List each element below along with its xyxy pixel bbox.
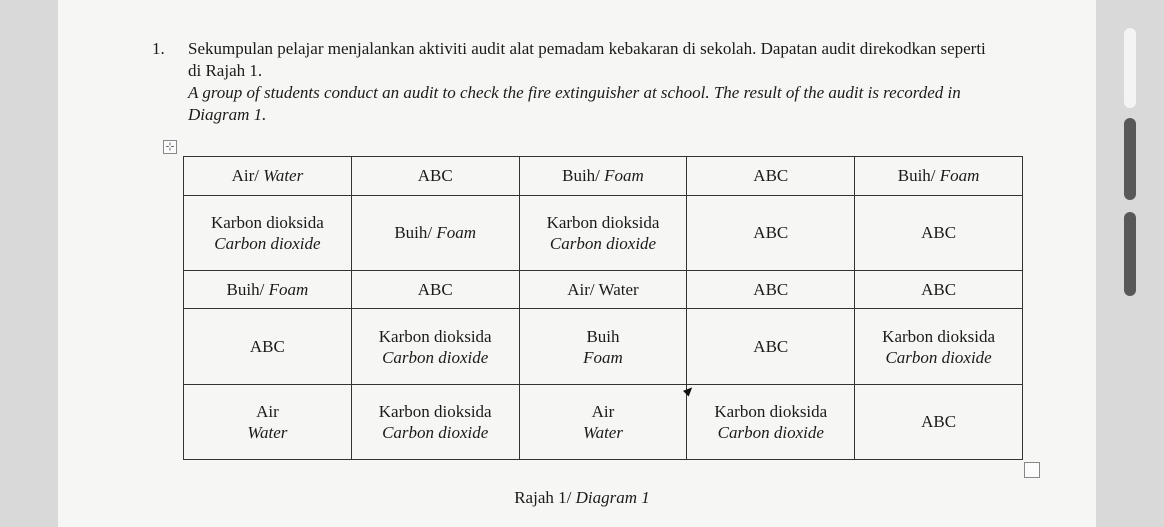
- cell-english-text: Carbon dioxide: [382, 347, 489, 367]
- table-cell: [519, 384, 687, 459]
- scrollbar-thumb-2[interactable]: [1124, 212, 1136, 296]
- table-cell: [687, 157, 855, 196]
- cell-malay-text: Karbon dioksida: [714, 401, 828, 421]
- table-cell: [184, 384, 352, 459]
- table-cell: [184, 309, 352, 384]
- table-cell: [351, 270, 519, 309]
- cell-malay-text: ABC: [921, 412, 957, 432]
- cell-malay-text: Buih/: [897, 166, 936, 186]
- cell-english-text: Carbon dioxide: [717, 422, 824, 442]
- audit-table: [183, 156, 1023, 460]
- cell-malay-text: ABC: [753, 280, 789, 300]
- cell-english-text: Carbon dioxide: [885, 347, 992, 367]
- table-cell: [351, 309, 519, 384]
- cell-malay-text: Air/ Water: [567, 280, 639, 300]
- cell-malay-text: ABC: [921, 223, 957, 243]
- scrollbar-track-top[interactable]: [1124, 28, 1136, 108]
- table-row: [184, 157, 1023, 196]
- cell-malay-text: Buih: [586, 326, 620, 346]
- cell-malay-text: Air: [591, 401, 615, 421]
- cell-english-text: Carbon dioxide: [382, 422, 489, 442]
- cell-malay-text: ABC: [249, 337, 285, 356]
- table-cell: [351, 157, 519, 196]
- table-row: [184, 270, 1023, 309]
- cell-malay-text: Karbon dioksida: [378, 401, 492, 421]
- caption-english: Diagram 1: [575, 488, 650, 507]
- cell-malay-text: Buih/: [226, 280, 265, 300]
- cell-english-text: Water: [582, 422, 623, 442]
- question-number: 1.: [152, 39, 165, 58]
- cell-english-text: Water: [247, 422, 288, 442]
- cell-english-text: Water: [263, 166, 304, 186]
- cell-malay-text: ABC: [417, 280, 453, 300]
- table-cell: [184, 270, 352, 309]
- table-row: [184, 309, 1023, 384]
- question-text: [188, 38, 998, 126]
- cell-english-text: Carbon dioxide: [549, 233, 657, 253]
- table-cell: [351, 195, 519, 270]
- table-cell: [855, 195, 1023, 270]
- table-cell: [687, 195, 855, 270]
- diagram-caption: [0, 488, 1164, 508]
- table-cell: [519, 195, 687, 270]
- cell-english-text: Foam: [939, 166, 980, 186]
- table-resize-handle-icon[interactable]: [1024, 462, 1040, 478]
- cell-malay-text: ABC: [753, 223, 789, 243]
- cell-malay-text: Karbon dioksida: [378, 326, 492, 346]
- table-cell: [855, 270, 1023, 309]
- table-move-handle-icon[interactable]: ⊹: [163, 140, 177, 154]
- cell-malay-text: Buih/: [394, 223, 433, 243]
- cell-malay-text: Air: [256, 401, 279, 421]
- table-cell: [351, 384, 519, 459]
- table-cell: [687, 309, 855, 384]
- cell-malay-text: Karbon dioksida: [882, 326, 996, 346]
- table-cell: [855, 157, 1023, 196]
- cell-malay-text: ABC: [753, 166, 789, 186]
- table-cell: [519, 270, 687, 309]
- cell-english-text: Foam: [436, 223, 477, 243]
- cell-english-text: Carbon dioxide: [214, 233, 321, 253]
- cell-english-text: Foam: [604, 166, 644, 186]
- table-cell: [855, 309, 1023, 384]
- cell-malay-text: Air/: [231, 166, 259, 186]
- cell-english-text: Foam: [268, 280, 309, 300]
- cell-malay-text: Karbon dioksida: [210, 212, 324, 232]
- table-row: [184, 384, 1023, 459]
- scrollbar-thumb-1[interactable]: [1124, 118, 1136, 200]
- table-cell: [687, 270, 855, 309]
- table-cell: [519, 309, 687, 384]
- cell-malay-text: Buih/: [562, 166, 600, 186]
- table-cell: [184, 195, 352, 270]
- cell-malay-text: ABC: [417, 166, 453, 186]
- table-cell: [687, 384, 855, 459]
- cell-malay-text: ABC: [921, 280, 957, 300]
- table-row: [184, 195, 1023, 270]
- cell-malay-text: Karbon dioksida: [546, 212, 660, 232]
- caption-malay: Rajah 1/: [514, 488, 572, 507]
- cell-english-text: Foam: [583, 347, 623, 367]
- question-text-malay: Sekumpulan pelajar menjalankan aktiviti audit alat pemadam kebakaran di sekolah. Dapatan audit direkodkan seperti di Rajah 1.: [188, 39, 986, 80]
- question-text-english: A group of students conduct an audit to check the fire extinguisher at school. The result of the audit is recorded in Diagram 1.: [188, 83, 961, 124]
- cell-malay-text: ABC: [753, 337, 789, 356]
- table-cell: [184, 157, 352, 196]
- table-cell: [855, 384, 1023, 459]
- table-cell: [519, 157, 687, 196]
